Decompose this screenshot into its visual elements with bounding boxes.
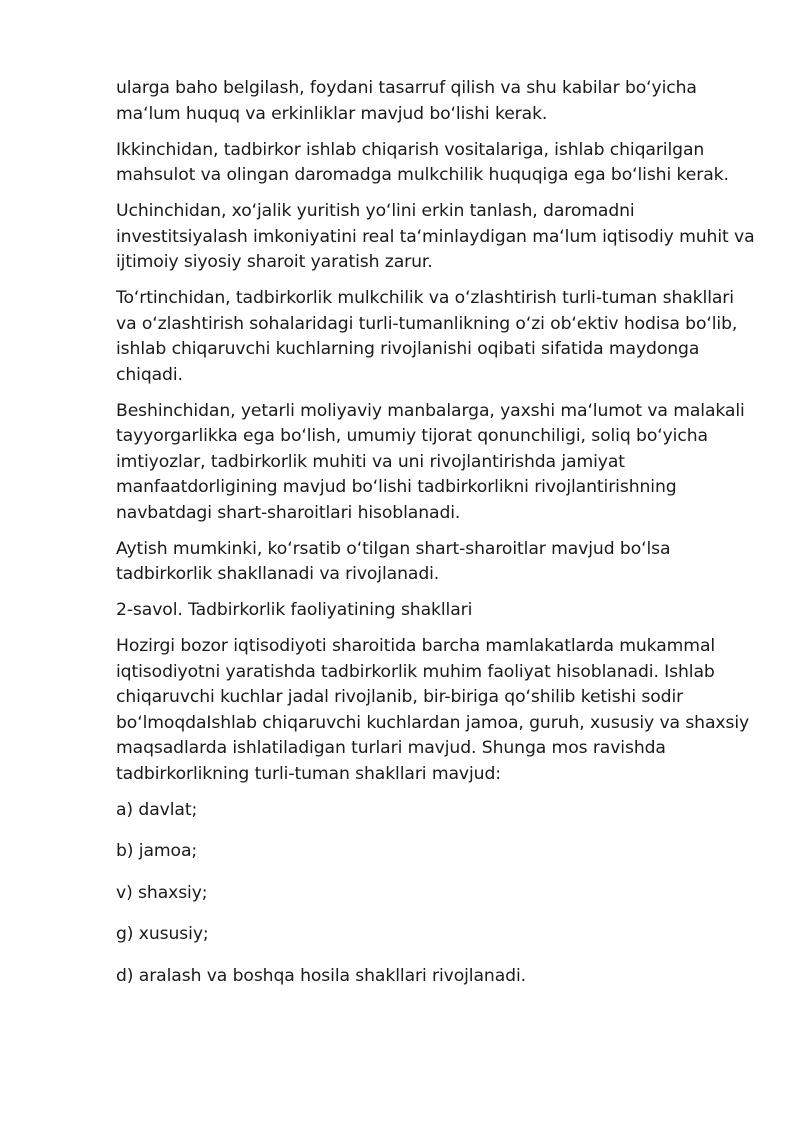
list-item-state: a) davlat; bbox=[116, 799, 198, 820]
paragraph-forms-intro: Hozirgi bozor iqtisodiyoti sharoitida barcha mamlakatlarda mukammal iqtisodiyotni yaratishda tadbirkorlik muhim faoliyat hisoblanadi. Ishlab chiqaruvchi kuchlar jadal rivojlanib, bir-biriga qo‘shilib ketishi sodir bo‘lmoqdaIshlab chiqaruvchi kuchlardan jamoa, guruh, xususiy va shaxsiy maqsadlarda ishlatiladigan turlari mavjud. Shunga mos ravishda tadbirkorlikning turli-tuman shakllari mavjud: bbox=[116, 636, 750, 784]
list-item-personal: v) shaxsiy; bbox=[116, 882, 208, 903]
document-page bbox=[116, 76, 756, 1005]
paragraph-third-condition: Uchinchidan, xo‘jalik yuritish yo‘lini erkin tanlash, daromadni investitsiyalash imkoniyatini real ta‘minlaydigan ma‘lum iqtisodiy muhit va ijtimoiy siyosiy sharoit yaratish zarur. bbox=[116, 201, 755, 272]
list-item-private: g) xususiy; bbox=[116, 924, 209, 944]
paragraph-fourth-condition: To‘rtinchidan, tadbirkorlik mulkchilik va o‘zlashtirish turli-tuman shakllari va o‘zlashtirish sohalaridagi turli-tumanlikning o‘zi ob‘ektiv hodisa bo‘lib, ishlab chiqaruvchi kuchlarning rivojlanishi oqibati sifatida maydonga chiqadi. bbox=[116, 288, 738, 385]
paragraph-conclusion: Aytish mumkinki, ko‘rsatib o‘tilgan shart-sharoitlar mavjud bo‘lsa tadbirkorlik shakllanadi va rivojlanadi. bbox=[116, 538, 671, 584]
paragraph-fifth-condition: Beshinchidan, yetarli moliyaviy manbalarga, yaxshi ma‘lumot va malakali tayyorgarlikka ega bo‘lish, umumiy tijorat qonunchiligi, soliq bo‘yicha imtiyozlar, tadbirkorlik muhiti va uni rivojlantirishda jamiyat manfaatdorligining mavjud bo‘lishi tadbirkorlikni rivojlantirishning navbatdagi shart-sharoitlari hisoblanadi. bbox=[116, 400, 745, 523]
list-item-mixed: d) aralash va boshqa hosila shakllari rivojlanadi. bbox=[116, 965, 526, 986]
paragraph-rights-continuation: ularga baho belgilash, foydani tasarruf qilish va shu kabilar bo‘yicha ma‘lum huquq va erkinliklar mavjud bo‘lishi kerak. bbox=[116, 78, 697, 124]
paragraph-second-condition: Ikkinchidan, tadbirkor ishlab chiqarish vositalariga, ishlab chiqarilgan mahsulot va olingan daromadga mulkchilik huquqiga ega bo‘lishi kerak. bbox=[116, 139, 729, 185]
list-item-collective: b) jamoa; bbox=[116, 841, 198, 861]
section-heading: 2-savol. Tadbirkorlik faoliyatining shakllari bbox=[116, 600, 473, 620]
